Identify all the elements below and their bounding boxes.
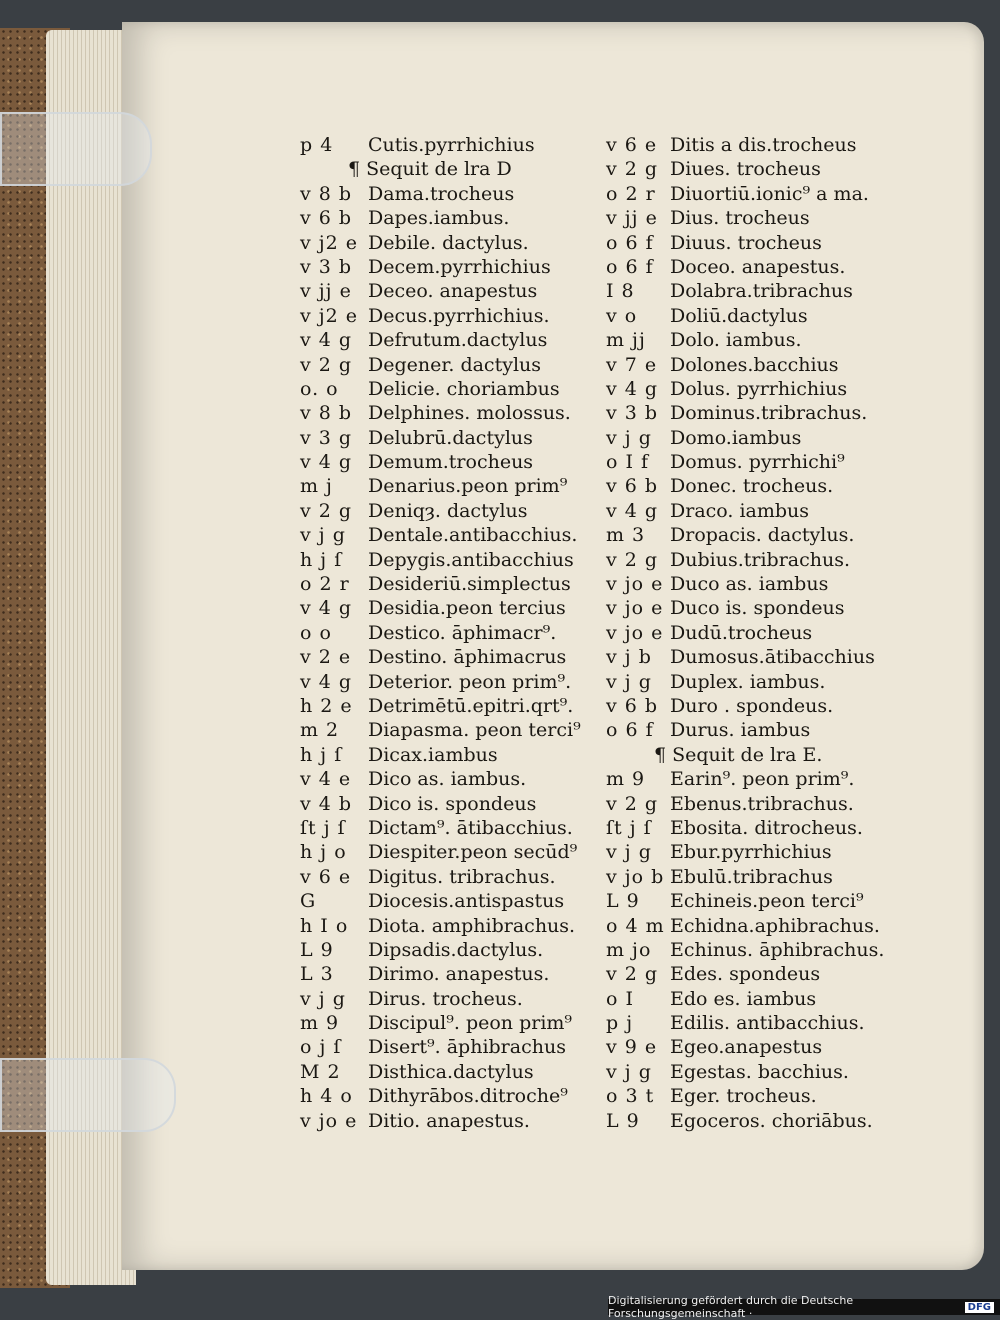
entry-row — [606, 743, 906, 767]
entry-word: Dolones.bacchius — [670, 353, 839, 376]
entry-row — [606, 889, 906, 913]
entry-row — [300, 718, 600, 742]
entry-row — [606, 328, 906, 352]
entry-signature: o 6 f — [606, 255, 654, 278]
entry-word: Decem.pyrrhichius — [368, 255, 551, 278]
entry-word: Egestas. bacchius. — [670, 1060, 849, 1083]
entry-signature: v 2 g — [606, 548, 659, 571]
entry-word: Duco is. spondeus — [670, 597, 845, 620]
entry-row — [300, 255, 600, 279]
entry-word: Domo.iambus — [670, 426, 802, 449]
entry-word: Delubrū.dactylus — [368, 426, 533, 449]
entry-word: Dolabra.tribrachus — [670, 280, 853, 303]
entry-signature: v 2 e — [300, 646, 352, 669]
entry-signature: I 8 — [606, 280, 635, 303]
entry-row — [300, 596, 600, 620]
entry-signature: m 3 — [606, 524, 646, 547]
entry-row — [300, 938, 600, 962]
entry-signature: o. o — [300, 377, 339, 400]
entry-row — [606, 840, 906, 864]
entry-row — [606, 255, 906, 279]
entry-row — [606, 133, 906, 157]
entry-row — [606, 206, 906, 230]
entry-row — [300, 450, 600, 474]
dfg-logo: DFG — [965, 1302, 994, 1313]
entry-signature: m 2 — [300, 719, 340, 742]
entry-word: Ebur.pyrrhichius — [670, 841, 832, 864]
right-column — [606, 133, 906, 1133]
entry-row — [606, 1084, 906, 1108]
entry-signature: L 9 — [606, 890, 640, 913]
entry-word: Dico as. iambus. — [368, 768, 527, 791]
entry-signature: G — [300, 890, 317, 913]
entry-row — [300, 889, 600, 913]
entry-signature: o 4 m — [606, 914, 665, 937]
entry-word: Desideriū.simplectus — [368, 573, 571, 596]
entry-word: Eger. trocheus. — [670, 1085, 817, 1108]
entry-row — [300, 572, 600, 596]
entry-signature: v 6 b — [606, 475, 659, 498]
entry-row — [606, 865, 906, 889]
entry-word: Duco as. iambus — [670, 573, 829, 596]
entry-row — [606, 938, 906, 962]
entry-signature: v 2 g — [300, 499, 353, 522]
entry-word: Duro . spondeus. — [670, 694, 834, 717]
entry-signature: o 2 r — [606, 182, 656, 205]
entry-row — [300, 279, 600, 303]
entry-row — [300, 328, 600, 352]
entry-row — [300, 426, 600, 450]
entry-word: Depygis.antibacchius — [368, 548, 574, 571]
entry-word: Dubius.tribrachus. — [670, 548, 851, 571]
entry-signature: v 4 g — [300, 670, 353, 693]
entry-signature: v j2 e — [300, 231, 359, 254]
entry-word: Dolo. iambus. — [670, 329, 802, 352]
entry-word: Delphines. molossus. — [368, 402, 571, 425]
entry-row — [606, 670, 906, 694]
entry-signature: o 6 f — [606, 719, 654, 742]
entry-signature: v j g — [606, 670, 652, 693]
entry-word: Dithyrābos.ditroche⁹ — [368, 1085, 568, 1108]
entry-row — [300, 621, 600, 645]
entry-word: Dicax.iambus — [368, 743, 498, 766]
entry-signature: v j2 e — [300, 304, 359, 327]
entry-word: Dipsadis.dactylus. — [368, 938, 544, 961]
entry-row — [606, 377, 906, 401]
entry-signature: ſt j ſ — [606, 816, 652, 839]
entry-signature: h I o — [300, 914, 349, 937]
entry-word: Discipul⁹. peon prim⁹ — [368, 1012, 573, 1035]
entry-row — [300, 987, 600, 1011]
entry-signature: v 4 g — [300, 451, 353, 474]
entry-row — [606, 1011, 906, 1035]
entry-signature: h j ſ — [300, 548, 343, 571]
entry-row — [300, 694, 600, 718]
entry-row — [300, 401, 600, 425]
entry-word: Echinus. āphibrachus. — [670, 938, 885, 961]
section-heading: ¶ Sequit de lra E. — [654, 743, 823, 766]
entry-signature: v 2 g — [300, 353, 353, 376]
entry-row — [606, 718, 906, 742]
dfg-footer — [608, 1294, 1000, 1320]
entry-row — [606, 792, 906, 816]
entry-row — [300, 962, 600, 986]
entry-row — [300, 133, 600, 157]
entry-word: Earin⁹. peon prim⁹. — [670, 768, 855, 791]
entry-signature: v 6 e — [300, 865, 352, 888]
entry-signature: v jo e — [606, 573, 664, 596]
entry-word: Dictam⁹. ātibacchius. — [368, 816, 573, 839]
entry-signature: v 2 g — [606, 792, 659, 815]
entry-signature: v o — [606, 304, 638, 327]
entry-signature: m jo — [606, 938, 652, 961]
entry-row — [606, 499, 906, 523]
entry-signature: L 9 — [606, 1109, 640, 1132]
entry-signature: L 9 — [300, 938, 334, 961]
entry-word: Domus. pyrrhichi⁹ — [670, 451, 845, 474]
entry-word: Dumosus.ātibacchius — [670, 646, 875, 669]
entry-signature: v j g — [300, 987, 346, 1010]
entry-word: Destino. āphimacrus — [368, 646, 567, 669]
entry-word: Diapasma. peon terci⁹ — [368, 719, 581, 742]
entry-row — [300, 743, 600, 767]
entry-signature: v 3 b — [606, 402, 659, 425]
entry-row — [606, 914, 906, 938]
entry-row — [300, 840, 600, 864]
entry-word: Disthica.dactylus — [368, 1060, 534, 1083]
entry-word: Dominus.tribrachus. — [670, 402, 868, 425]
entry-row — [606, 816, 906, 840]
entry-row — [300, 865, 600, 889]
entry-signature: v 6 b — [606, 694, 659, 717]
page-clip-bottom — [0, 1058, 176, 1132]
entry-row — [300, 1035, 600, 1059]
entry-word: Durus. iambus — [670, 719, 811, 742]
entry-row — [606, 474, 906, 498]
entry-word: Diues. trocheus — [670, 158, 821, 181]
entry-row — [606, 548, 906, 572]
entry-row — [606, 1109, 906, 1133]
entry-signature: v 3 g — [300, 426, 353, 449]
entry-signature: v 2 g — [606, 963, 659, 986]
entry-word: Destico. āphimacr⁹. — [368, 621, 557, 644]
entry-signature: o j ſ — [300, 1036, 342, 1059]
entry-signature: v 4 b — [300, 792, 353, 815]
entry-word: Dirus. trocheus. — [368, 987, 523, 1010]
entry-signature: m j — [300, 475, 333, 498]
entry-signature: m 9 — [300, 1012, 340, 1035]
entry-row — [606, 523, 906, 547]
entry-row — [606, 694, 906, 718]
entry-signature: v 8 b — [300, 402, 353, 425]
entry-signature: h j o — [300, 841, 347, 864]
entry-signature: v j g — [606, 426, 652, 449]
entry-signature: h j ſ — [300, 743, 343, 766]
entry-row — [606, 962, 906, 986]
entry-signature: h 4 o — [300, 1085, 353, 1108]
entry-word: Egeo.anapestus — [670, 1036, 823, 1059]
entry-row — [606, 621, 906, 645]
entry-word: Degener. dactylus — [368, 353, 542, 376]
entry-row — [300, 157, 600, 181]
entry-row — [300, 548, 600, 572]
entry-word: Edilis. antibacchius. — [670, 1012, 865, 1035]
entry-signature: v jj e — [606, 207, 658, 230]
entry-word: Desidia.peon tercius — [368, 597, 566, 620]
entry-word: Deceo. anapestus — [368, 280, 538, 303]
entry-signature: m jj — [606, 329, 646, 352]
entry-word: Decus.pyrrhichius. — [368, 304, 550, 327]
entry-word: Ebulū.tribrachus — [670, 865, 833, 888]
entry-signature: v 2 g — [606, 158, 659, 181]
entry-word: Deniqȝ. dactylus — [368, 499, 528, 522]
entry-signature: o 3 t — [606, 1085, 655, 1108]
entry-word: Ebosita. ditrocheus. — [670, 816, 863, 839]
entry-word: Dapes.iambus. — [368, 207, 510, 230]
entry-signature: v j b — [606, 646, 652, 669]
entry-word: Delicie. choriambus — [368, 377, 560, 400]
entry-signature: v j g — [606, 841, 652, 864]
entry-row — [300, 182, 600, 206]
entry-word: Demum.trocheus — [368, 451, 534, 474]
entry-word: Diocesis.antispastus — [368, 890, 565, 913]
entry-row — [606, 450, 906, 474]
entry-row — [300, 523, 600, 547]
entry-signature: v jo e — [300, 1109, 358, 1132]
entry-signature: v 6 e — [606, 134, 658, 156]
entry-row — [300, 231, 600, 255]
entry-row — [606, 572, 906, 596]
entry-row — [300, 353, 600, 377]
entry-word: Dico is. spondeus — [368, 792, 537, 815]
entry-row — [606, 304, 906, 328]
entry-word: Cutis.pyrrhichius — [368, 134, 535, 156]
entry-signature: h 2 e — [300, 694, 353, 717]
entry-signature: v jo e — [606, 597, 664, 620]
entry-word: Disert⁹. āphibrachus — [368, 1036, 566, 1059]
entry-row — [606, 767, 906, 791]
entry-row — [606, 231, 906, 255]
entry-row — [606, 426, 906, 450]
entry-row — [606, 279, 906, 303]
entry-row — [606, 645, 906, 669]
entry-word: Ebenus.tribrachus. — [670, 792, 854, 815]
footer-text: Digitalisierung gefördert durch die Deutsche Forschungsgemeinschaft · — [608, 1294, 854, 1320]
entry-signature: o o — [300, 621, 332, 644]
entry-row — [300, 1109, 600, 1133]
entry-signature: v 7 e — [606, 353, 658, 376]
entry-row — [606, 353, 906, 377]
entry-row — [300, 767, 600, 791]
entry-word: Duplex. iambus. — [670, 670, 826, 693]
entry-row — [300, 914, 600, 938]
entry-signature: o 6 f — [606, 231, 654, 254]
entry-signature: v jo e — [606, 621, 664, 644]
entry-signature: v 3 b — [300, 255, 353, 278]
entry-word: Dropacis. dactylus. — [670, 524, 855, 547]
entry-row — [300, 645, 600, 669]
entry-row — [606, 1035, 906, 1059]
entry-signature: v 4 g — [300, 597, 353, 620]
page-clip-top — [0, 112, 152, 186]
entry-signature: v j g — [606, 1060, 652, 1083]
entry-row — [300, 1011, 600, 1035]
entry-word: Draco. iambus — [670, 499, 810, 522]
entry-row — [300, 377, 600, 401]
entry-word: Dirimo. anapestus. — [368, 963, 550, 986]
entry-word: Ditio. anapestus. — [368, 1109, 530, 1132]
entry-signature: v 4 g — [606, 377, 659, 400]
entry-row — [606, 157, 906, 181]
entry-row — [300, 474, 600, 498]
entry-word: Defrutum.dactylus — [368, 329, 548, 352]
left-column — [300, 133, 600, 1133]
entry-word: Edo es. iambus — [670, 987, 817, 1010]
entry-word: Donec. trocheus. — [670, 475, 834, 498]
entry-word: Debile. dactylus. — [368, 231, 529, 254]
entry-word: Edes. spondeus — [670, 963, 821, 986]
section-heading: ¶ Sequit de lra D — [348, 158, 512, 181]
entry-signature: ſt j ſ — [300, 816, 346, 839]
entry-row — [606, 596, 906, 620]
entry-word: Dolus. pyrrhichius — [670, 377, 848, 400]
entry-word: Digitus. tribrachus. — [368, 865, 556, 888]
entry-signature: o 2 r — [300, 573, 350, 596]
entry-signature: v 4 g — [300, 329, 353, 352]
entry-word: Dentale.antibacchius. — [368, 524, 578, 547]
entry-word: Doceo. anapestus. — [670, 255, 846, 278]
entry-signature: v 4 e — [300, 768, 352, 791]
entry-word: Detrimētū.epitri.qrt⁹. — [368, 694, 574, 717]
entry-word: Diuortiū.ionic⁹ a ma. — [670, 182, 869, 205]
entry-word: Egoceros. choriābus. — [670, 1109, 873, 1132]
entry-row — [606, 1060, 906, 1084]
entry-word: Diuus. trocheus — [670, 231, 822, 254]
entry-signature: v jo b — [606, 865, 665, 888]
entry-row — [300, 499, 600, 523]
entry-signature: v 6 b — [300, 207, 353, 230]
entry-row — [300, 1084, 600, 1108]
entry-signature: L 3 — [300, 963, 334, 986]
entry-word: Deterior. peon prim⁹. — [368, 670, 572, 693]
entry-word: Diespiter.peon secūd⁹ — [368, 841, 578, 864]
entry-row — [300, 670, 600, 694]
entry-word: Dama.trocheus — [368, 182, 515, 205]
entry-word: Doliū.dactylus — [670, 304, 808, 327]
entry-signature: p j — [606, 1012, 634, 1035]
entry-signature: v 8 b — [300, 182, 353, 205]
entry-row — [300, 1060, 600, 1084]
entry-row — [606, 182, 906, 206]
entry-word: Dudū.trocheus — [670, 621, 813, 644]
entry-row — [606, 401, 906, 425]
entry-row — [300, 792, 600, 816]
entry-row — [606, 987, 906, 1011]
entry-word: Denarius.peon prim⁹ — [368, 475, 568, 498]
entry-signature: v 9 e — [606, 1036, 658, 1059]
entry-signature: v jj e — [300, 280, 352, 303]
entry-row — [300, 206, 600, 230]
entry-word: Echineis.peon terci⁹ — [670, 890, 864, 913]
entry-signature: M 2 — [300, 1060, 341, 1083]
entry-row — [300, 304, 600, 328]
entry-word: Dius. trocheus — [670, 207, 810, 230]
entry-word: Echidna.aphibrachus. — [670, 914, 880, 937]
entry-word: Diota. amphibrachus. — [368, 914, 576, 937]
entry-signature: o I f — [606, 451, 650, 474]
entry-word: Ditis a dis.trocheus — [670, 134, 857, 156]
entry-signature: m 9 — [606, 768, 646, 791]
entry-signature: p 4 — [300, 134, 334, 156]
entry-signature: v j g — [300, 524, 346, 547]
entry-row — [300, 816, 600, 840]
entry-signature: o I — [606, 987, 634, 1010]
entry-signature: v 4 g — [606, 499, 659, 522]
